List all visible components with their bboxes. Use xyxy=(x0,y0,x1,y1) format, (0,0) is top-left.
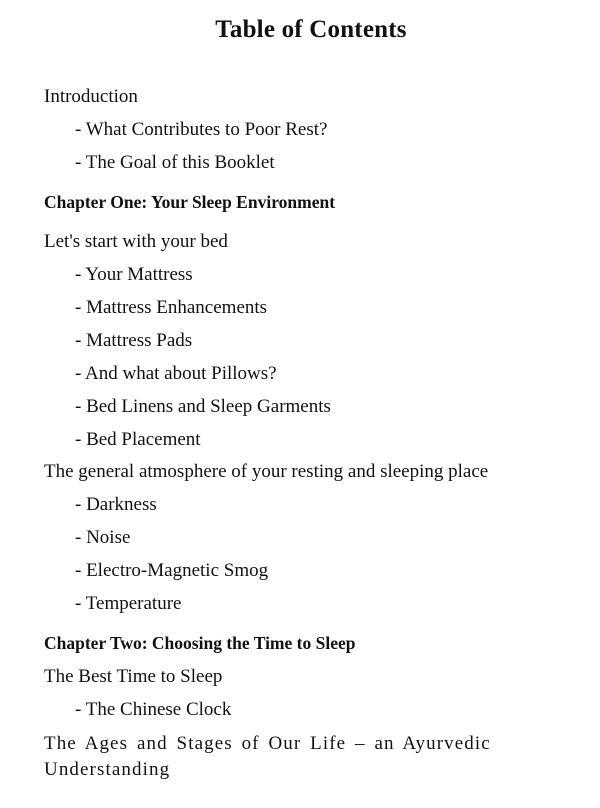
toc-subentry-chinese-clock: - The Chinese Clock xyxy=(75,699,232,720)
toc-section-ages-stages-cont: Understanding xyxy=(44,759,171,780)
toc-subentry-pillows: - And what about Pillows? xyxy=(75,363,277,384)
toc-entry-introduction: Introduction xyxy=(44,86,138,107)
toc-subentry-bed-linens: - Bed Linens and Sleep Garments xyxy=(75,396,331,417)
toc-subentry-poor-rest: - What Contributes to Poor Rest? xyxy=(75,119,328,140)
toc-chapter-two: Chapter Two: Choosing the Time to Sleep xyxy=(44,633,356,653)
toc-section-ages-stages: The Ages and Stages of Our Life – an Ayurvedic xyxy=(44,733,491,754)
toc-subentry-mattress-pads: - Mattress Pads xyxy=(75,330,193,351)
toc-subentry-noise: - Noise xyxy=(75,527,131,548)
toc-section-best-time: The Best Time to Sleep xyxy=(44,666,223,687)
toc-subentry-electro-magnetic-smog: - Electro-Magnetic Smog xyxy=(75,560,269,581)
toc-section-atmosphere: The general atmosphere of your resting and sleeping place xyxy=(44,461,489,482)
toc-section-bed: Let's start with your bed xyxy=(44,231,228,252)
toc-subentry-mattress-enhancements: - Mattress Enhancements xyxy=(75,297,268,318)
page-title: Table of Contents xyxy=(215,16,407,43)
toc-subentry-darkness: - Darkness xyxy=(75,494,157,515)
toc-subentry-goal: - The Goal of this Booklet xyxy=(75,152,275,173)
toc-chapter-one: Chapter One: Your Sleep Environment xyxy=(44,192,336,212)
toc-subentry-temperature: - Temperature xyxy=(75,593,182,614)
toc-subentry-bed-placement: - Bed Placement xyxy=(75,429,201,450)
toc-subentry-mattress: - Your Mattress xyxy=(75,264,193,285)
